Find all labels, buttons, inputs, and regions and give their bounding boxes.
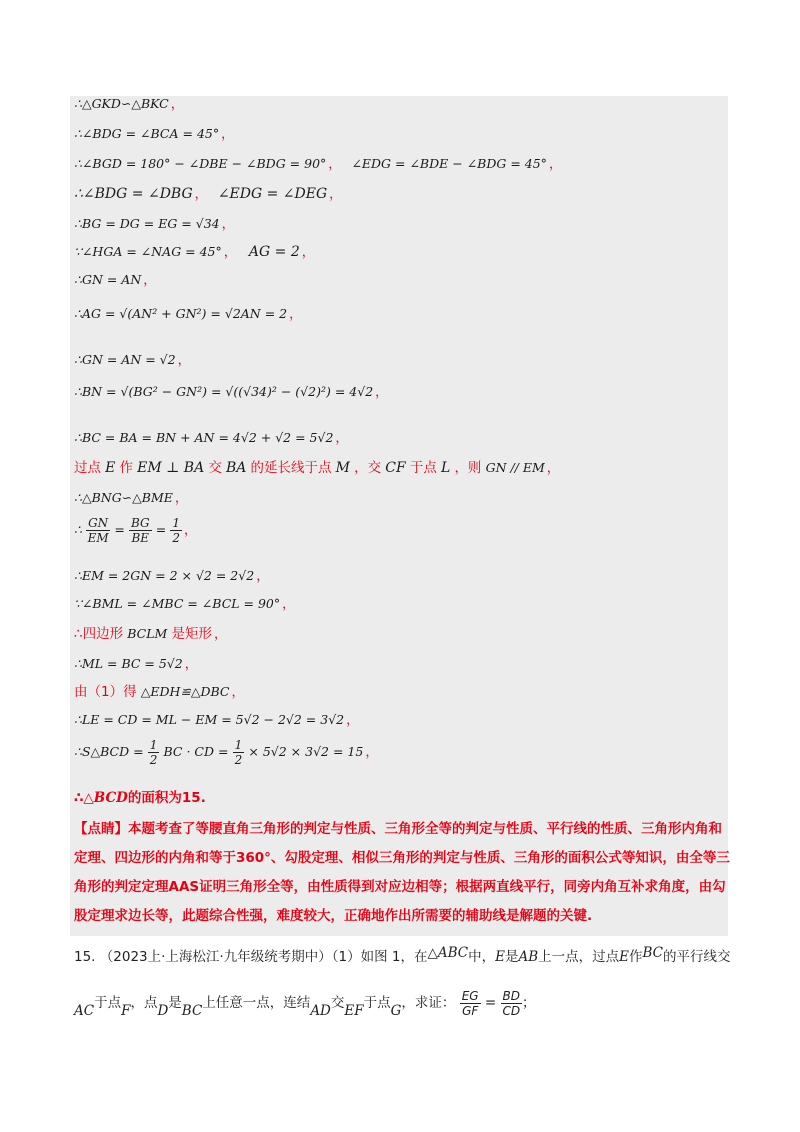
solution-line-9: ∴GN = AN = √2 ， — [74, 352, 191, 368]
solution-line-17: ∴四边形 BCLM 是矩形 ， — [74, 626, 227, 642]
solution-line-2: ∴∠BDG = ∠BCA = 45° ， — [74, 126, 235, 142]
solution-line-16: ∵∠BML = ∠MBC = ∠BCL = 90° ， — [74, 596, 296, 612]
fraction: $\frac{GN}{EM}$ — [87, 516, 109, 545]
solution-line-12: 过点 E 作 EM ⊥ BA 交 BA 的延长线于点 M ，交 CF 于点 L ，则 GN // EM ， — [74, 460, 560, 476]
solution-line-20: ∴LE = CD = ML − EM = 5√2 − 2√2 = 3√2 ， — [74, 712, 360, 728]
fraction: $\frac{BG}{BE}$ — [130, 516, 150, 545]
solution-line-7: ∴GN = AN ， — [74, 272, 157, 288]
solution-line-13: ∴△BNG∽△BME ， — [74, 490, 188, 506]
comment-paragraph — [74, 815, 734, 931]
fraction: $\frac{1}{2}$ — [149, 738, 158, 767]
solution-line-14: ∴ $\frac{GN}{EM}$ = $\frac{BG}{BE}$ = $\frac{1}{2}$ ， — [74, 516, 198, 545]
comment-tag: 【点睛】 — [74, 821, 128, 837]
solution-line-4: ∴∠BDG = ∠DBG ， ∠EDG = ∠DEG ， — [74, 186, 343, 202]
fraction: $\frac{BD}{CD}$ — [502, 988, 521, 1018]
question-number: 15. — [74, 949, 96, 965]
solution-line-1: ∴△GKD∽△BKC ， — [74, 96, 184, 112]
solution-line-5: ∴BG = DG = EG = √34 ， — [74, 216, 235, 232]
question-source: （2023上·上海松江·九年级统考期中） — [99, 949, 332, 965]
solution-line-22: ∴△BCD的面积为15. — [74, 790, 206, 806]
solution-line-3: ∴∠BGD = 180° − ∠DBE − ∠BDG = 90° ， ∠EDG = ∠BDE − ∠BDG = 45° ， — [74, 156, 562, 172]
fraction: $\frac{1}{2}$ — [234, 738, 243, 767]
solution-line-18: ∴ML = BC = 5√2 ， — [74, 656, 198, 672]
solution-line-15: ∴EM = 2GN = 2 × √2 = 2√2 ， — [74, 568, 270, 584]
solution-line-21: ∴S△BCD = $\frac{1}{2}$ BC · CD = $\frac{1}{2}$ × 5√2 × 3√2 = 15 ， — [74, 738, 379, 767]
solution-line-8: ∴AG = √(AN² + GN²) = √2AN = 2 ， — [74, 306, 303, 322]
question-15: 15. （2023上·上海松江·九年级统考期中）（1）如图 1，在△ABC中，E是AB上一点，过点E作BC的平行线交 AC于点F，点D是BC上任意一点，连结AD交EF于点G，求证： $\frac{EG}{GF}$ = $\frac{BD}{CD}$ ； — [74, 945, 731, 1019]
fraction: $\frac{1}{2}$ — [172, 516, 180, 545]
solution-line-6: ∵∠HGA = ∠NAG = 45° ， AG = 2 ， — [74, 244, 315, 260]
fraction: $\frac{EG}{GF}$ — [461, 988, 479, 1018]
solution-line-11: ∴BC = BA = BN + AN = 4√2 + √2 = 5√2 ， — [74, 430, 349, 446]
comment-text: 本题考查了等腰直角三角形的判定与性质、三角形全等的判定与性质、平行线的性质、三角形内角和定理、四边形的内角和等于360°、勾股定理、相似三角形的判定与性质、三角形的面积公式等知识，由全等三角形的判定定理AAS证明三角形全等，由性质得到对应边相等；根据两直线平行，同旁内角互补求角度，由勾股定理求边长等，此题综合性强，难度较大，正确地作出所需要的辅助线是解题的关键. — [74, 821, 730, 924]
solution-line-10: ∴BN = √(BG² − GN²) = √((√34)² − (√2)²) = 4√2 ， — [74, 384, 389, 400]
solution-line-19: 由（1）得 △EDH≌△DBC ， — [74, 684, 245, 700]
formula: ∴△GKD∽△BKC — [74, 96, 169, 111]
